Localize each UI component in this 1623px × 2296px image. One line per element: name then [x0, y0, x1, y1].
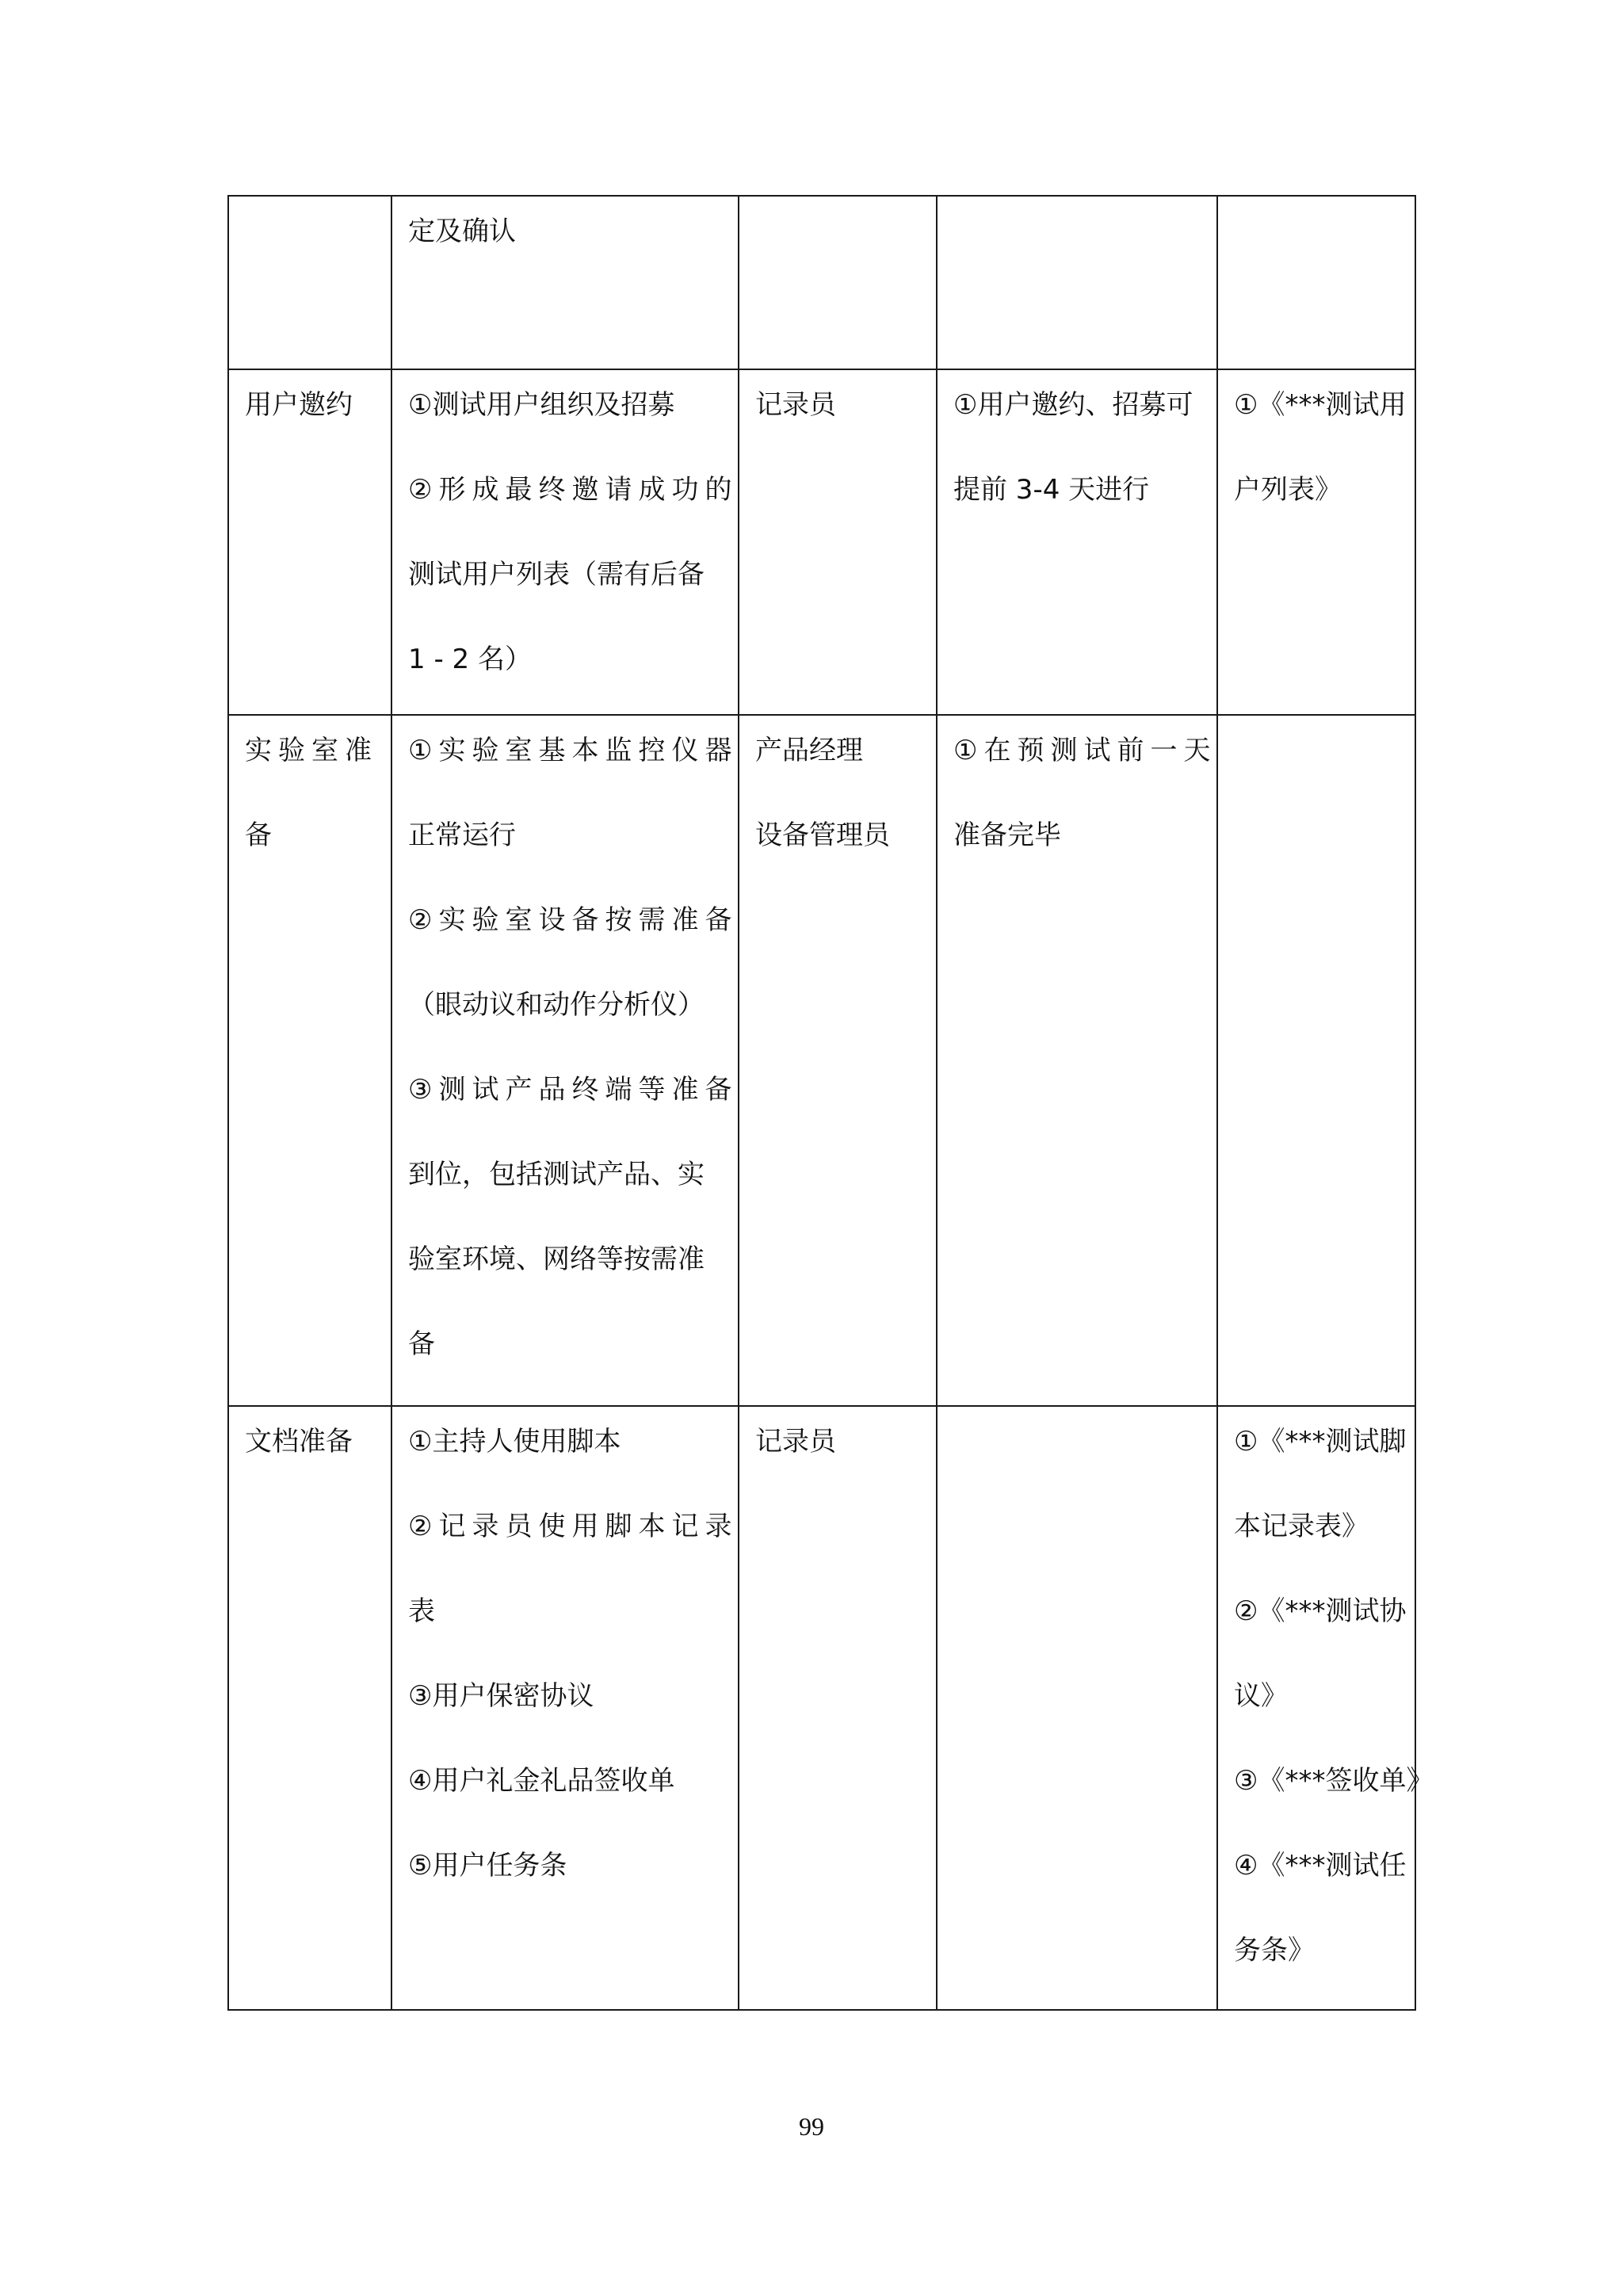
cell-text-line: ①在预测试前一天: [953, 735, 1217, 766]
cell-text-line: 验室环境、网络等按需准: [408, 1244, 705, 1275]
cell-text-line: 定及确认: [408, 216, 516, 247]
table-cell-task: [228, 1406, 391, 2010]
cell-text-line: 务条》: [1234, 1935, 1315, 1966]
plan-table-body: [228, 196, 1434, 2010]
cell-text-line: ②实验室设备按需准备: [408, 904, 739, 936]
cell-text-line: 表: [408, 1595, 435, 1627]
plan-table: [227, 195, 1434, 2011]
table-row: [228, 715, 1415, 1406]
table-cell-notes: [937, 196, 1217, 369]
table-cell-output: [1217, 369, 1415, 715]
cell-text-line: 1 - 2 名）: [408, 644, 532, 675]
cell-text-line: 测试用户列表（需有后备: [408, 559, 705, 590]
cell-text-line: 提前 3-4 天进行: [953, 474, 1150, 506]
cell-text-line: 记录员: [755, 389, 836, 421]
cell-text-line: 用户邀约: [245, 389, 353, 421]
table-cell-task: [228, 715, 391, 1406]
cell-text-line: ④《***测试任: [1234, 1850, 1407, 1881]
cell-text-line: 正常运行: [408, 819, 516, 851]
cell-text-line: ⑤用户任务条: [408, 1850, 567, 1881]
cell-text-line: ①测试用户组织及招募: [408, 389, 675, 421]
table-cell-task: [228, 196, 391, 369]
cell-text-line: ②《***测试协: [1234, 1595, 1407, 1627]
cell-text-line: ①实验室基本监控仪器: [408, 735, 739, 766]
table-cell-owner: [739, 196, 937, 369]
table-cell-notes: [937, 369, 1217, 715]
table-cell-owner: [739, 369, 937, 715]
cell-text-line: 备: [245, 819, 272, 851]
table-cell-output: [1217, 715, 1415, 1406]
table-cell-owner: [739, 715, 937, 1406]
table-cell-content: [391, 715, 739, 1406]
cell-text-line: ①《***测试用: [1234, 389, 1407, 421]
cell-text-line: ③用户保密协议: [408, 1680, 594, 1712]
table-cell-notes: [937, 1406, 1217, 2010]
table-cell-task: [228, 369, 391, 715]
cell-text-line: 实验室准: [245, 735, 378, 766]
cell-text-line: ①用户邀约、招募可: [953, 389, 1193, 421]
cell-text-line: 准备完毕: [953, 819, 1061, 851]
cell-text-line: 产品经理: [755, 735, 863, 766]
table-row: [228, 369, 1415, 715]
cell-text-line: 备: [408, 1328, 435, 1360]
cell-text-line: 户列表》: [1234, 474, 1342, 506]
cell-text-line: ②形成最终邀请成功的: [408, 474, 739, 506]
cell-text-line: 到位，包括测试产品、实: [408, 1159, 705, 1190]
table-cell-owner: [739, 1406, 937, 2010]
cell-text-line: 记录员: [755, 1426, 836, 1457]
table-cell-output: [1217, 196, 1415, 369]
cell-text-line: ①主持人使用脚本: [408, 1426, 621, 1457]
table-cell-output: [1217, 1406, 1434, 2010]
cell-text-line: ①《***测试脚: [1234, 1426, 1407, 1457]
cell-text-line: （眼动议和动作分析仪）: [408, 989, 705, 1021]
table-cell-content: [391, 369, 739, 715]
cell-text-line: 文档准备: [245, 1426, 353, 1457]
cell-text-line: ④用户礼金礼品签收单: [408, 1765, 675, 1797]
table-row: [228, 196, 1415, 369]
table-cell-content: [391, 196, 739, 369]
cell-text-line: ③《***签收单》: [1234, 1765, 1434, 1797]
page-number: 99: [799, 2112, 824, 2141]
cell-text-line: 本记录表》: [1234, 1511, 1369, 1542]
cell-text-line: 设备管理员: [755, 819, 890, 851]
cell-text-line: ③测试产品终端等准备: [408, 1074, 739, 1106]
table-cell-notes: [937, 715, 1217, 1406]
cell-text-line: ②记录员使用脚本记录: [408, 1511, 739, 1542]
table-row: [228, 1406, 1415, 2010]
table-cell-content: [391, 1406, 739, 2010]
cell-text-line: 议》: [1234, 1680, 1288, 1712]
